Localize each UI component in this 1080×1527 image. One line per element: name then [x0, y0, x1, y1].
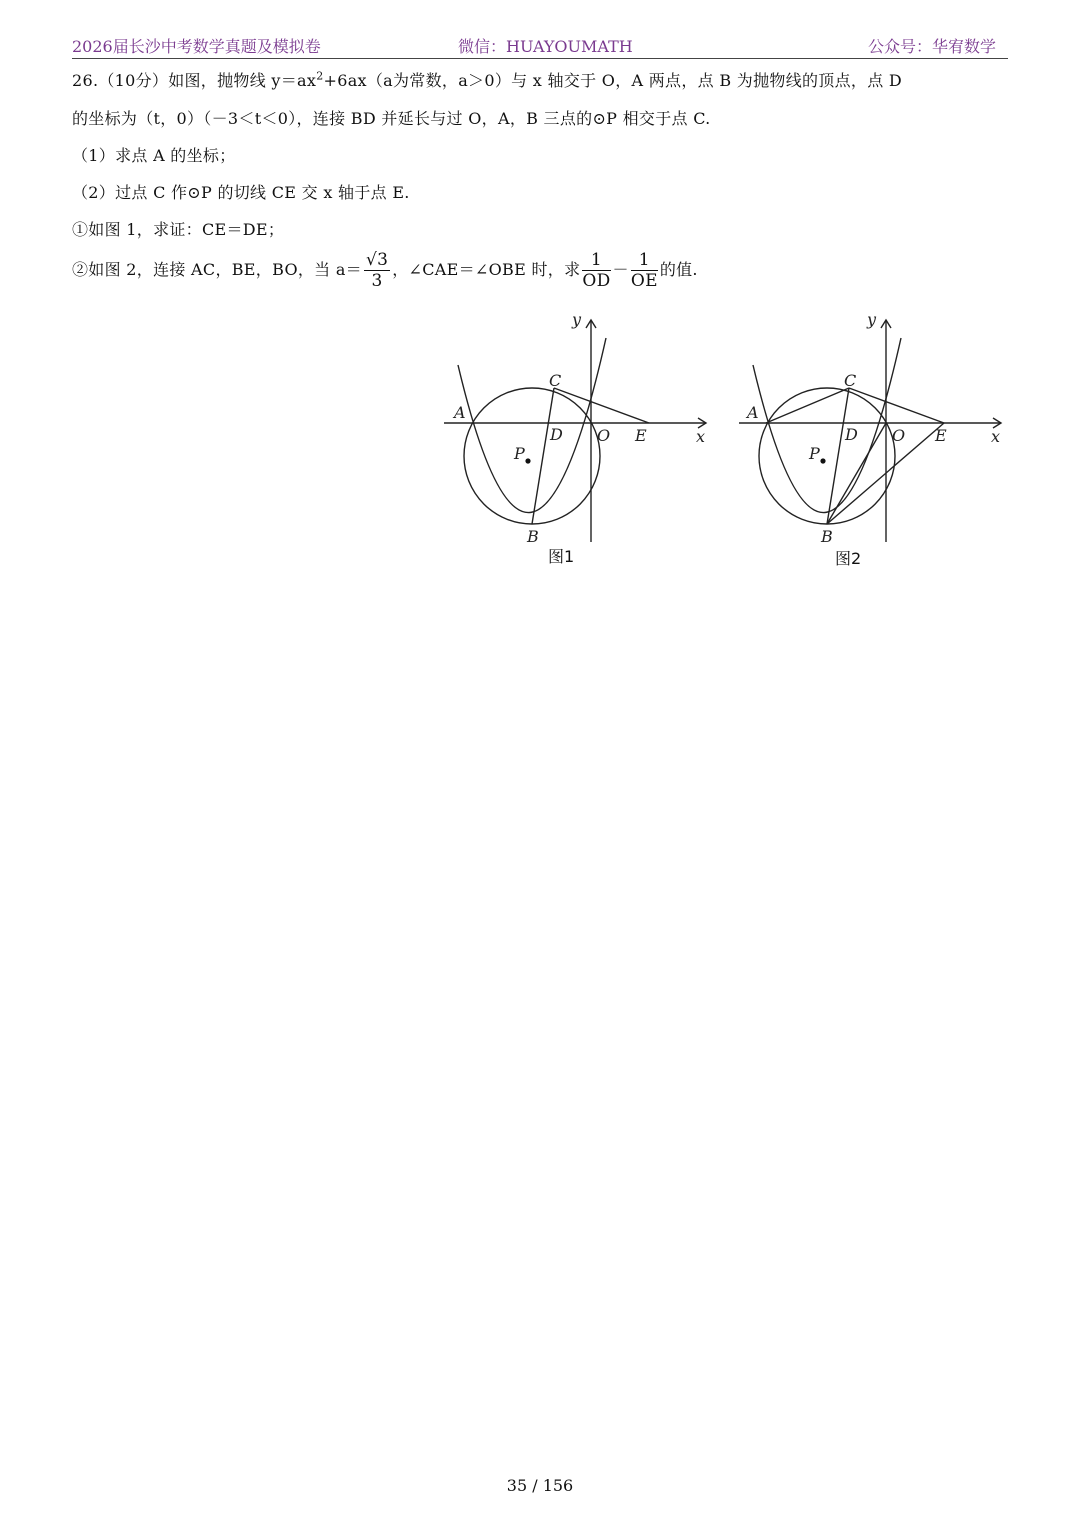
figure-2	[735, 310, 1015, 568]
label-d: D	[845, 425, 858, 444]
figure-2-caption: 图2	[835, 549, 862, 568]
header-wechat: 微信：HUAYOUMATH	[458, 37, 633, 56]
label-o: O	[597, 426, 611, 445]
problem-sub-2: ②如图 2，连接 AC，BE，BO，当 a＝ $\frac{√3}{3}$ ，∠CAE＝∠OBE 时，求 $\frac{1}{OD}$ － $\frac{1}{OE}$ 的值.	[72, 250, 698, 291]
figure-1-caption: 图1	[548, 547, 575, 566]
problem-sub-1: ①如图 1，求证：CE＝DE；	[72, 220, 285, 239]
tangent-ce	[849, 388, 944, 423]
segment-cb	[532, 388, 554, 524]
figure-1-diagram	[440, 310, 720, 550]
label-x: x	[696, 427, 706, 446]
problem-part-2: （2）过点 C 作⊙P 的切线 CE 交 x 轴于点 E.	[72, 183, 410, 202]
page-number: 35 / 156	[506, 1476, 574, 1495]
label-e: E	[635, 426, 647, 445]
label-a: A	[454, 403, 466, 422]
label-y: y	[572, 310, 582, 329]
fraction-a: $\frac{√3}{3}$	[365, 250, 389, 291]
label-y: y	[867, 310, 877, 329]
label-a: A	[747, 403, 759, 422]
segment-ac	[766, 388, 849, 423]
label-c: C	[549, 371, 562, 390]
label-b: B	[527, 527, 539, 546]
figure-2-diagram	[735, 310, 1015, 550]
label-o: O	[892, 426, 906, 445]
segment-cb	[827, 388, 849, 524]
label-c: C	[844, 371, 857, 390]
label-p: P	[514, 444, 525, 463]
figure-1	[440, 310, 720, 566]
header-account: 公众号：华宥数学	[867, 37, 996, 56]
label-b: B	[821, 527, 833, 546]
label-p: P	[809, 444, 820, 463]
page-header	[72, 34, 1008, 59]
label-x: x	[991, 427, 1001, 446]
label-e: E	[935, 426, 947, 445]
point-p	[525, 458, 530, 463]
header-title: 2026届长沙中考数学真题及模拟卷	[72, 37, 321, 56]
fraction-oe: $\frac{1}{OE}$	[630, 250, 658, 291]
problem-part-1: （1）求点 A 的坐标；	[72, 146, 236, 165]
problem-line-2: 的坐标为（t，0）（－3＜t＜0），连接 BD 并延长与过 O，A，B 三点的⊙P 相交于点 C.	[72, 109, 711, 128]
parabola	[458, 338, 606, 513]
parabola	[753, 338, 901, 513]
tangent-ce	[554, 388, 649, 423]
problem-line-1: 26.（10分）如图，抛物线 $y=ax^2+6ax(a$为常数，a＞0）与 x 轴交于 O，A 两点，点 B 为抛物线的顶点，点 D	[72, 69, 903, 90]
label-d: D	[550, 425, 563, 444]
point-p	[820, 458, 825, 463]
fraction-od: $\frac{1}{OD}$	[582, 250, 611, 291]
